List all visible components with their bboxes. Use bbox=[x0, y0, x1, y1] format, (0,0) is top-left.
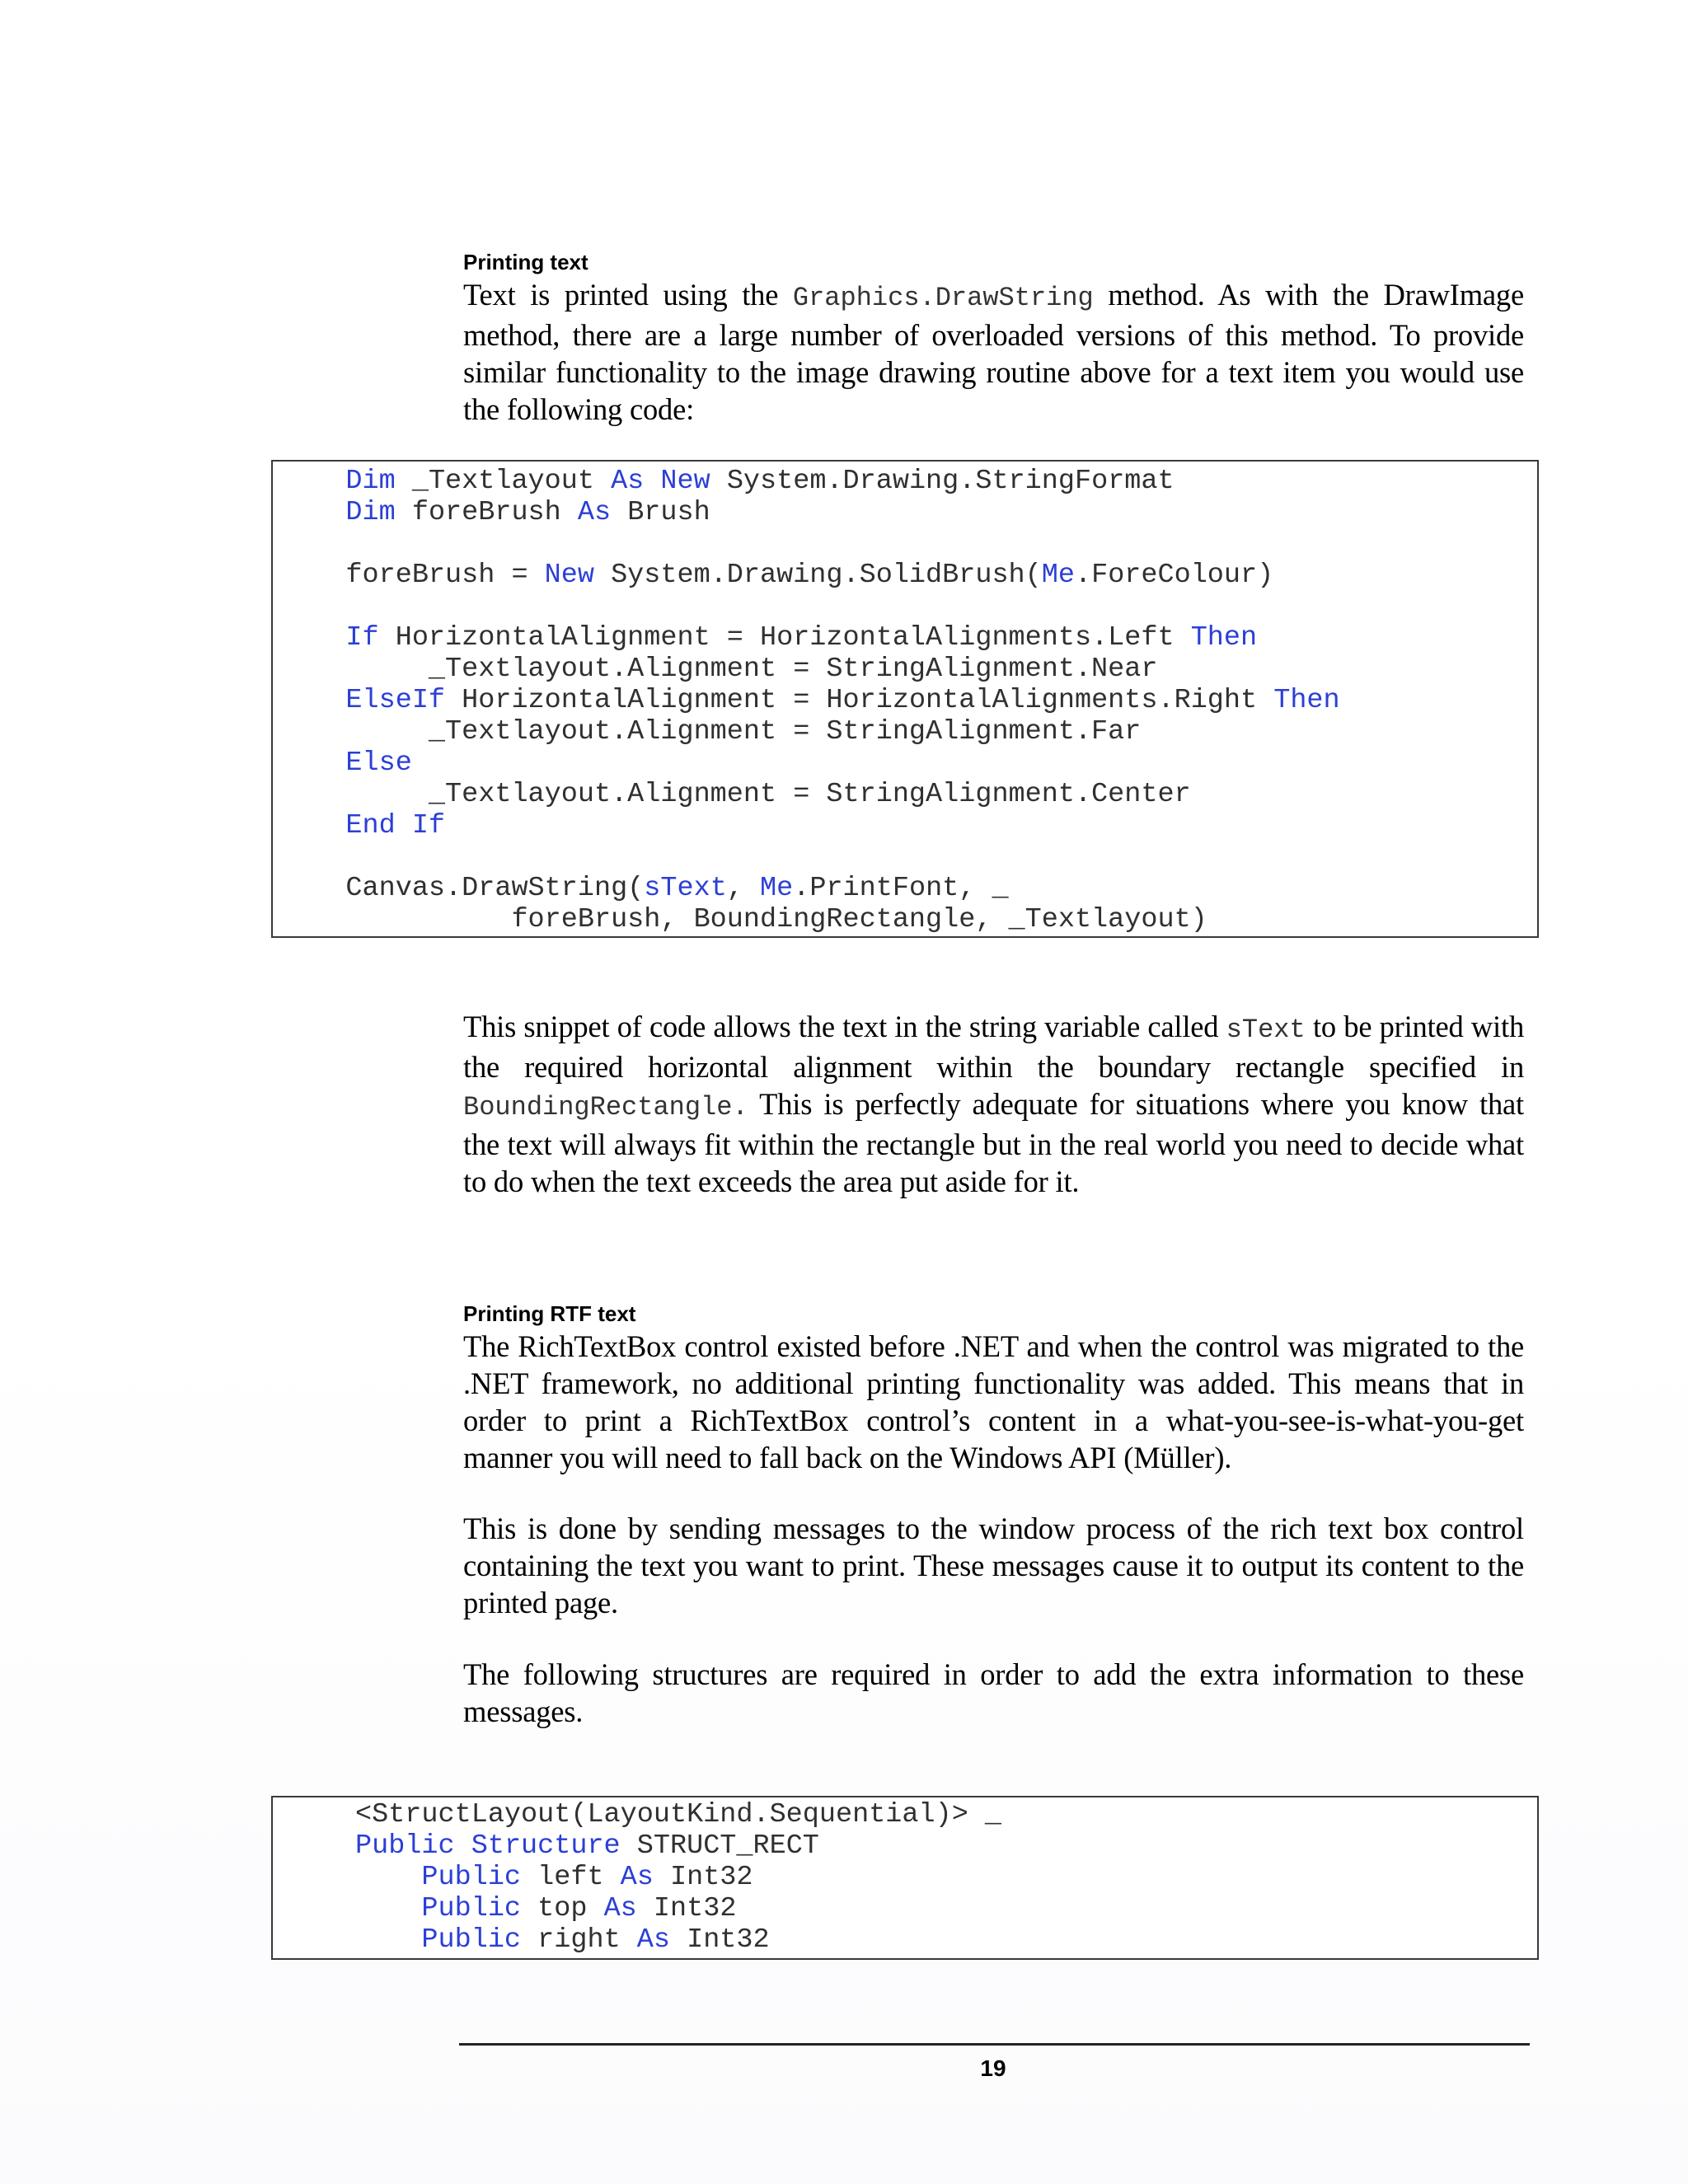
code-text: _Textlayout bbox=[395, 466, 612, 497]
code-listing bbox=[279, 466, 1537, 935]
code-keyword: Public bbox=[355, 1924, 522, 1956]
code-text: Int32 bbox=[653, 1862, 753, 1893]
footer-divider bbox=[459, 2043, 1530, 2046]
code-text: .ForeColour) bbox=[1074, 560, 1274, 591]
code-line bbox=[279, 748, 1537, 779]
code-line bbox=[279, 685, 1537, 716]
paragraph-richtextbox-intro: The RichTextBox control existed before .NET and when the control was migrated to the .NET framework, no additional printing functionality was added. This means that in order to print a RichTextBox control’s content in a what-you-see-is-what-you-get manner you will need to fall back on the Windows API (Müller). bbox=[463, 1329, 1524, 1474]
code-line bbox=[279, 528, 1537, 560]
code-keyword: As bbox=[611, 466, 645, 497]
code-text: HorizontalAlignment = HorizontalAlignments.Right bbox=[445, 685, 1274, 716]
code-listing bbox=[355, 1799, 1537, 1956]
code-line bbox=[279, 497, 1537, 528]
code-line bbox=[279, 841, 1537, 873]
code-line bbox=[279, 810, 1537, 841]
code-keyword: ElseIf bbox=[279, 685, 446, 716]
code-keyword: Public bbox=[355, 1893, 522, 1924]
code-text bbox=[455, 1830, 471, 1862]
section-heading-printing-text: Printing text bbox=[463, 250, 588, 274]
paragraph-structures-required: The following structures are required in order to add the extra information to these messages. bbox=[463, 1657, 1524, 1728]
code-keyword: End If bbox=[279, 810, 446, 841]
code-text bbox=[644, 466, 660, 497]
code-text: Int32 bbox=[670, 1924, 770, 1956]
text-run: method. As with the DrawImage method, there are a large number of overloaded versions of this method. To provide similar functionality to the image drawing routine above for a text item you would use the following code: bbox=[463, 278, 1524, 426]
code-keyword: Then bbox=[1273, 685, 1340, 716]
code-text: <StructLayout(LayoutKind.Sequential)> _ bbox=[355, 1799, 1002, 1830]
code-text: .PrintFont, _ bbox=[793, 873, 1009, 904]
code-line bbox=[279, 716, 1537, 748]
code-text: Int32 bbox=[636, 1893, 737, 1924]
code-line bbox=[279, 622, 1537, 654]
text-run: This snippet of code allows the text in the string variable called bbox=[463, 1010, 1226, 1043]
code-text: Brush bbox=[611, 497, 710, 528]
code-keyword: sText bbox=[644, 873, 727, 904]
code-text: _Textlayout.Alignment = StringAlignment.Far bbox=[279, 716, 1142, 748]
code-line bbox=[279, 560, 1537, 591]
code-keyword: Me bbox=[760, 873, 794, 904]
code-text: foreBrush bbox=[395, 497, 578, 528]
code-text: _Textlayout.Alignment = StringAlignment.Center bbox=[279, 779, 1191, 810]
code-keyword: Public bbox=[355, 1830, 455, 1862]
code-text: System.Drawing.SolidBrush( bbox=[593, 560, 1042, 591]
code-line bbox=[355, 1862, 1537, 1893]
paragraph-snippet-explanation bbox=[463, 1008, 1524, 1200]
code-keyword: Public bbox=[355, 1862, 522, 1893]
code-keyword: As bbox=[620, 1862, 654, 1893]
code-text: right bbox=[521, 1924, 637, 1956]
code-line bbox=[355, 1924, 1537, 1956]
code-text: _Textlayout.Alignment = StringAlignment.Near bbox=[279, 654, 1158, 685]
code-line bbox=[279, 779, 1537, 810]
code-line bbox=[279, 466, 1537, 497]
paragraph-window-messages: This is done by sending messages to the window process of the rich text box control containing the text you want to print. These messages cause it to output its content to the printed page. bbox=[463, 1511, 1524, 1619]
code-keyword: Dim bbox=[279, 466, 396, 497]
code-text: top bbox=[521, 1893, 604, 1924]
code-text: STRUCT_RECT bbox=[620, 1830, 819, 1862]
code-keyword: As bbox=[603, 1893, 637, 1924]
code-text: System.Drawing.StringFormat bbox=[710, 466, 1175, 497]
code-line bbox=[355, 1799, 1537, 1830]
text-run: This is perfectly adequate for situations where you know that the text will always fit within the rectangle but in the real world you need to decide what to do when the text exceeds the area put aside for it. bbox=[463, 1087, 1524, 1198]
code-keyword: New bbox=[660, 466, 710, 497]
code-line bbox=[279, 904, 1537, 935]
code-line bbox=[279, 654, 1537, 685]
inline-code-graphics-drawstring: Graphics.DrawString bbox=[792, 283, 1094, 313]
code-keyword: Else bbox=[279, 748, 412, 779]
code-text: Canvas.DrawString( bbox=[279, 873, 645, 904]
text-run: Text is printed using the bbox=[463, 278, 793, 312]
code-keyword: Then bbox=[1190, 622, 1258, 654]
code-text: left bbox=[521, 1862, 621, 1893]
page-number: 19 bbox=[980, 2055, 1006, 2081]
inline-code-boundingrectangle: BoundingRectangle. bbox=[463, 1092, 748, 1122]
code-line bbox=[355, 1830, 1537, 1862]
code-text: foreBrush = bbox=[279, 560, 545, 591]
code-keyword: As bbox=[636, 1924, 670, 1956]
code-keyword: Dim bbox=[279, 497, 396, 528]
text-run: to be printed with the required horizontal alignment within the boundary rectangle specified in bbox=[463, 1010, 1524, 1084]
code-text: HorizontalAlignment = HorizontalAlignments.Left bbox=[378, 622, 1191, 654]
code-line bbox=[355, 1893, 1537, 1924]
section-heading-printing-rtf-text: Printing RTF text bbox=[463, 1301, 636, 1326]
code-keyword: If bbox=[279, 622, 379, 654]
paragraph-drawstring-intro bbox=[463, 276, 1524, 428]
code-block-drawstring bbox=[271, 460, 1539, 938]
code-text: , bbox=[726, 873, 761, 904]
code-block-struct-rect bbox=[271, 1796, 1539, 1960]
code-line bbox=[279, 591, 1537, 622]
code-text: foreBrush, BoundingRectangle, _Textlayout) bbox=[279, 904, 1207, 935]
inline-code-stext: sText bbox=[1226, 1015, 1306, 1045]
code-keyword: Me bbox=[1041, 560, 1075, 591]
code-line bbox=[279, 873, 1537, 904]
code-keyword: As bbox=[577, 497, 612, 528]
code-keyword: Structure bbox=[471, 1830, 621, 1862]
code-keyword: New bbox=[544, 560, 594, 591]
